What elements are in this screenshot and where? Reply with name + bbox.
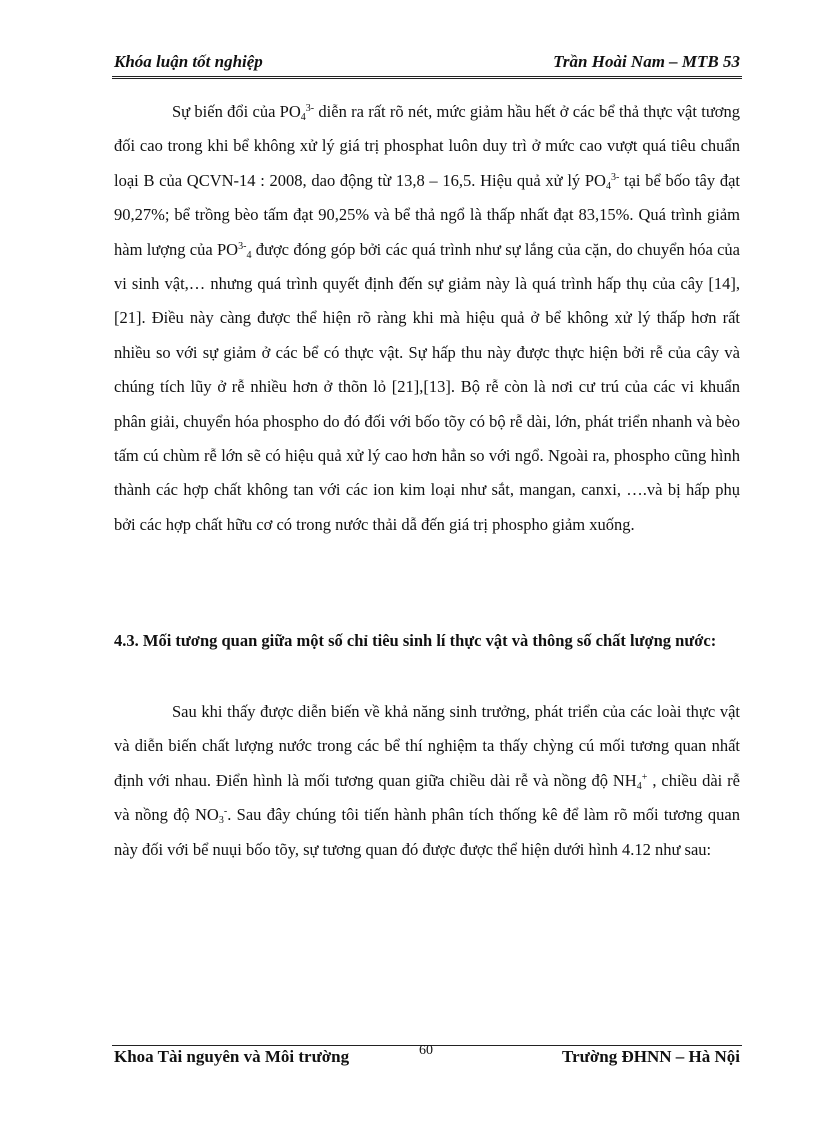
text-run: tại bể bốo tây đạt 90,27%; bể trồng bèo tấm đạt 90,25% và bể thả ngổ là thấp nhất đạt 83,15%. Quá trình giảm hàm lượng của PO	[114, 170, 740, 259]
text-run: Sự biến đổi của PO	[172, 102, 301, 121]
superscript: 3-	[238, 240, 247, 252]
header-divider	[112, 76, 742, 79]
text-run: diễn ra rất rõ nét, mức giảm hầu hết ở các bể thả thực vật tương đối cao trong khi bể không xử lý giá trị phosphat luôn duy trì ở mức cao vượt quá tiêu chuẩn loại B của QCVN-14 : 2008, dao động từ 13,8 – 16,5. Hiệu quả xử lý PO	[114, 102, 740, 190]
superscript: 3-	[305, 103, 315, 114]
subscript: 4	[605, 180, 611, 192]
footer-faculty: Khoa Tài nguyên và Môi trường	[114, 1047, 350, 1066]
paragraph-phosphate	[114, 95, 740, 542]
footer-university: Trường ĐHNN – Hà Nội	[562, 1047, 740, 1066]
section-heading-4-3: 4.3. Mối tương quan giữa một số chỉ tiêu sinh lí thực vật và thông số chất lượng nước:	[114, 631, 717, 650]
text-run: được đóng góp bởi các quá trình như sự lắng của cặn, do chuyển hóa của vi sinh vật,… nhưng quá trình quyết định đến sự giảm này là quá trình hấp thụ của cây [14], [21]. Điều này càng được thể hiện rõ ràng khi mà hiệu quả ở bể không xử lý thấp hơn rất nhiều so với sự giảm ở các bể có thực vật. Sự hấp thu này được thực hiện bởi rễ của cây và chúng tích lũy ở rễ nhiều hơn ở thõn lỏ [21],[13]. Bộ rễ còn là nơi cư trú của các vi khuẩn phân giải, chuyển hóa phospho do đó đối với bốo tõy có bộ rễ dài, lớn, phát triển nhanh và bèo tấm cú chùm rễ lớn sẽ có hiệu quả xử lý cao hơn hẳn so với ngổ. Ngoài ra, phospho cũng hình thành các hợp chất không tan với các ion kim loại như sắt, mangan, canxi, ….và bị hấp phụ bởi các hợp chất hữu cơ có trong nước thải dẫ đến giá trị phospho giảm xuống.	[114, 239, 741, 534]
superscript: -	[223, 806, 228, 818]
text-run: Sau khi thấy được diễn biến về khả năng sinh trưởng, phát triển của các loài thực vật và diễn biến chất lượng nước trong các bể thí nghiệm ta thấy chỳng cú mối tương quan nhất định với nhau. Điển hình là mối tương quan giữa chiều dài rễ và nồng độ NH	[114, 702, 740, 790]
subscript: 4	[246, 249, 252, 261]
superscript: +	[641, 771, 648, 783]
text-run: , chiều dài rễ và nồng độ NO	[114, 770, 740, 825]
text-run: . Sau đây chúng tôi tiến hành phân tích thống kê để làm rõ mối tương quan này đối với bể nuụi bốo tõy, sự tương quan đó được được thể hiện dưới hình 4.12 như sau:	[114, 805, 740, 859]
header-author: Trần Hoài Nam – MTB 53	[553, 52, 740, 71]
page-header	[114, 52, 740, 72]
header-thesis-label: Khóa luận tốt nghiệp	[114, 52, 263, 71]
paragraph-phosphate-text	[114, 95, 740, 542]
superscript: 3-	[610, 171, 620, 183]
page-number: 60	[419, 1043, 433, 1058]
paragraph-correlation-text	[114, 695, 740, 867]
subscript: 4	[636, 780, 642, 792]
paragraph-correlation	[114, 695, 740, 867]
subscript: 4	[300, 112, 306, 123]
subscript: 3	[218, 815, 224, 827]
page-footer	[114, 1043, 740, 1071]
